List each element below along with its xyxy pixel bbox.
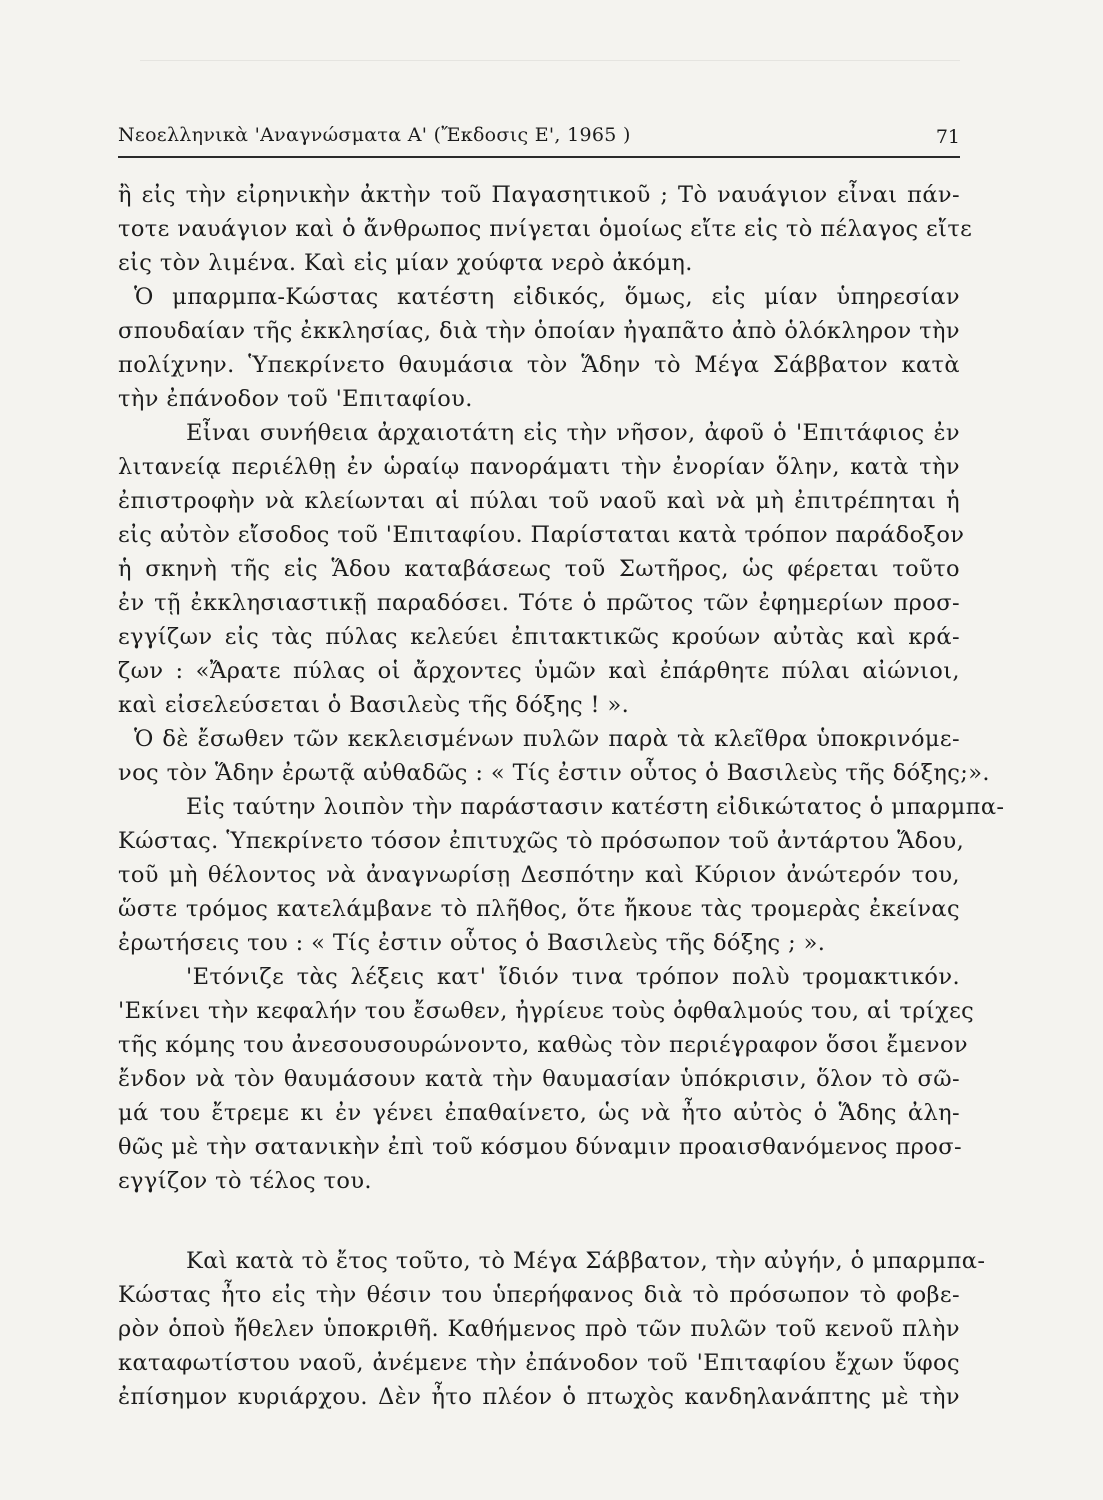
text-line: ὥστε τρόμος κατελάμβανε τὸ πλῆθος, ὅτε ἤκουε τὰς τρομερὰς ἐκείνας bbox=[118, 896, 960, 922]
paragraph-1 bbox=[118, 178, 973, 280]
body-text bbox=[118, 178, 1005, 1414]
text-line: θῶς μὲ τὴν σατανικὴν ἐπὶ τοῦ κόσμου δύναμιν προαισθανόμενος προσ- bbox=[118, 1134, 962, 1160]
paragraph-2 bbox=[118, 280, 960, 416]
paragraph-5 bbox=[118, 790, 1005, 960]
text-line: εγγίζων εἰς τὰς πύλας κελεύει ἐπιτακτικῶς κρούων αὐτὰς καὶ κρά- bbox=[118, 624, 960, 650]
text-line: Εἰς ταύτην λοιπὸν τὴν παράστασιν κατέστη εἰδικώτατος ὁ μπαρμπα- bbox=[186, 794, 1005, 820]
text-line: ἐπιστροφὴν νὰ κλείωνται αἱ πύλαι τοῦ ναοῦ καὶ νὰ μὴ ἐπιτρέπηται ἡ bbox=[118, 488, 960, 514]
text-line: τοτε ναυάγιον καὶ ὁ ἄνθρωπος πνίγεται ὁμοίως εἴτε εἰς τὸ πέλαγος εἴτε bbox=[118, 216, 973, 242]
text-line: εγγίζον τὸ τέλος του. bbox=[118, 1168, 372, 1194]
text-line: νος τὸν Ἅδην ἐρωτᾷ αὐθαδῶς : « Τίς ἐστιν οὗτος ὁ Βασιλεὺς τῆς δόξης;». bbox=[118, 760, 990, 786]
text-line: Ὁ δὲ ἔσωθεν τῶν κεκλεισμένων πυλῶν παρὰ τὰ κλεῖθρα ὑποκρινόμε- bbox=[134, 726, 960, 752]
running-head-title: Νεοελληνικὰ 'Αναγνώσματα Α' (Ἔκδοσις Ε', 1965 ) bbox=[118, 124, 631, 146]
text-line: Καὶ κατὰ τὸ ἔτος τοῦτο, τὸ Μέγα Σάββατον, τὴν αὐγήν, ὁ μπαρμπα- bbox=[186, 1248, 986, 1274]
text-line: τοῦ μὴ θέλοντος νὰ ἀναγνωρίσῃ Δεσπότην καὶ Κύριον ἀνώτερόν του, bbox=[118, 862, 960, 888]
page-number: 71 bbox=[935, 126, 960, 148]
text-line: ἢ εἰς τὴν εἰρηνικὴν ἀκτὴν τοῦ Παγασητικοῦ ; Τὸ ναυάγιον εἶναι πάν- bbox=[118, 182, 960, 208]
paragraph-3 bbox=[118, 416, 965, 722]
bleed-through-line bbox=[140, 60, 960, 61]
text-line: λιτανείᾳ περιέλθῃ ἐν ὡραίῳ πανοράματι τὴν ἐνορίαν ὅλην, κατὰ τὴν bbox=[118, 454, 960, 480]
text-line: ρὸν ὁποὺ ἤθελεν ὑποκριθῆ. Καθήμενος πρὸ τῶν πυλῶν τοῦ κενοῦ πλὴν bbox=[118, 1316, 960, 1342]
text-line: μά του ἔτρεμε κι ἐν γένει ἐπαθαίνετο, ὡς νὰ ἦτο αὐτὸς ὁ Ἅδης ἀλη- bbox=[118, 1100, 960, 1126]
text-line: 'Εκίνει τὴν κεφαλήν του ἔσωθεν, ἠγρίευε τοὺς ὀφθαλμούς του, αἱ τρίχες bbox=[118, 998, 975, 1024]
paragraph-6 bbox=[118, 960, 975, 1198]
running-head bbox=[118, 118, 960, 158]
text-line: ζων : «Ἄρατε πύλας οἱ ἄρχοντες ὑμῶν καὶ ἐπάρθητε πύλαι αἰώνιοι, bbox=[118, 658, 960, 684]
text-line: πολίχνην. Ὑπεκρίνετο θαυμάσια τὸν Ἅδην τὸ Μέγα Σάββατον κατὰ bbox=[118, 352, 960, 378]
text-line: 'Ετόνιζε τὰς λέξεις κατ' ἴδιόν τινα τρόπον πολὺ τρομακτικόν. bbox=[186, 964, 960, 990]
text-line: εἰς αὐτὸν εἴσοδος τοῦ 'Επιταφίου. Παρίσταται κατὰ τρόπον παράδοξον bbox=[118, 522, 965, 548]
text-line: Κώστας. Ὑπεκρίνετο τόσον ἐπιτυχῶς τὸ πρόσωπον τοῦ ἀντάρτου Ἅδου, bbox=[118, 828, 965, 854]
text-line: καὶ εἰσελεύσεται ὁ Βασιλεὺς τῆς δόξης ! ». bbox=[118, 692, 630, 718]
section-gap bbox=[118, 1198, 960, 1244]
text-line: τὴν ἐπάνοδον τοῦ 'Επιταφίου. bbox=[118, 386, 473, 412]
text-line: καταφωτίστου ναοῦ, ἀνέμενε τὴν ἐπάνοδον τοῦ 'Επιταφίου ἔχων ὕφος bbox=[118, 1350, 960, 1376]
text-line: ἐπίσημον κυριάρχου. Δὲν ἦτο πλέον ὁ πτωχὸς κανδηλανάπτης μὲ τὴν bbox=[118, 1384, 960, 1410]
text-line: ἐρωτήσεις του : « Τίς ἐστιν οὗτος ὁ Βασιλεὺς τῆς δόξης ; ». bbox=[118, 930, 826, 956]
paragraph-7 bbox=[118, 1244, 986, 1414]
paragraph-4 bbox=[118, 722, 990, 790]
text-line: τῆς κόμης του ἀνεσουσουρώνοντο, καθὼς τὸν περιέγραφον ὅσοι ἔμενον bbox=[118, 1032, 968, 1058]
text-line: εἰς τὸν λιμένα. Καὶ εἰς μίαν χούφτα νερὸ ἀκόμη. bbox=[118, 250, 693, 276]
text-line: ἡ σκηνὴ τῆς εἰς Ἅδου καταβάσεως τοῦ Σωτῆρος, ὡς φέρεται τοῦτο bbox=[118, 556, 960, 582]
text-line: ἔνδον νὰ τὸν θαυμάσουν κατὰ τὴν θαυμασίαν ὑπόκρισιν, ὅλον τὸ σῶ- bbox=[118, 1066, 960, 1092]
text-line: Ὁ μπαρμπα-Κώστας κατέστη εἰδικός, ὅμως, εἰς μίαν ὑπηρεσίαν bbox=[134, 284, 960, 310]
text-line: Εἶναι συνήθεια ἀρχαιοτάτη εἰς τὴν νῆσον, ἀφοῦ ὁ 'Επιτάφιος ἐν bbox=[186, 420, 960, 446]
text-line: ἐν τῇ ἐκκλησιαστικῇ παραδόσει. Τότε ὁ πρῶτος τῶν ἐφημερίων προσ- bbox=[118, 590, 960, 616]
text-line: Κώστας ἦτο εἰς τὴν θέσιν του ὑπερήφανος διὰ τὸ πρόσωπον τὸ φοβε- bbox=[118, 1282, 960, 1308]
text-line: σπουδαίαν τῆς ἐκκλησίας, διὰ τὴν ὁποίαν ἠγαπᾶτο ἀπὸ ὁλόκληρον τὴν bbox=[118, 318, 960, 344]
